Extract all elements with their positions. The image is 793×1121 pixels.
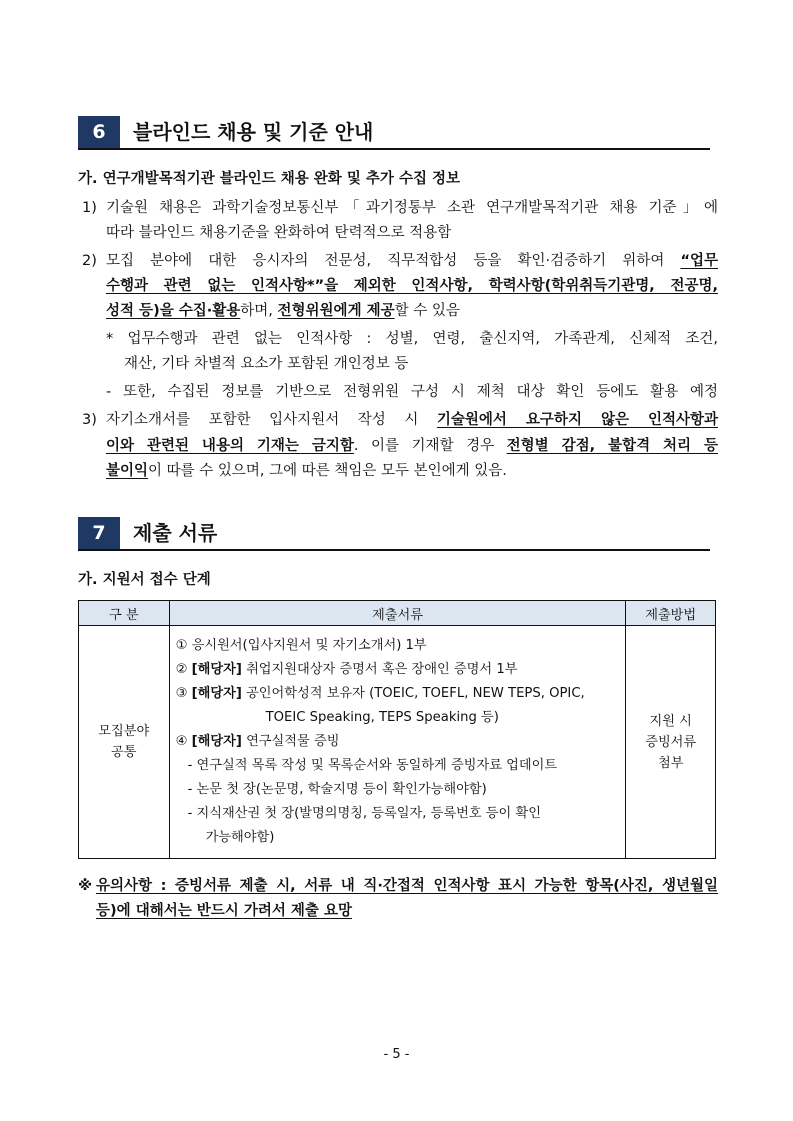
emphasis-text: 전형별 감점, 불합격 처리 등: [506, 438, 718, 454]
text-span: ④: [175, 734, 192, 749]
emphasis-text: 등)에 대해서는 반드시 가려서 제출 요망: [96, 903, 352, 919]
caution-mark: ※: [78, 878, 93, 894]
table-header-row: [79, 601, 716, 626]
footnote-text: * 업무수행과 관련 없는 인적사항 : 성별, 연령, 출신지역, 가족관계, 신체적 조건,: [106, 331, 718, 347]
emphasis-text: “업무: [680, 253, 718, 269]
table-row: [79, 626, 716, 859]
text-span: 연구실적물 증빙: [241, 734, 340, 749]
text-span: 하며,: [240, 303, 278, 319]
documents-table: [78, 600, 716, 859]
section-number: 6: [78, 116, 120, 148]
tag-text: [해당자]: [191, 662, 242, 677]
caution-text: [96, 901, 352, 921]
document-subitem: - 연구실적 목록 작성 및 목록순서와 동일하게 증빙자료 업데이트: [187, 758, 558, 773]
header-category: 구 분: [79, 601, 170, 626]
page-number: - 5 -: [383, 1047, 410, 1062]
category-text: 모집분야: [98, 724, 150, 739]
section-7-header: [78, 517, 710, 551]
document-subitem-cont: 가능해야함): [205, 830, 275, 845]
subsection-title: 가. 지원서 접수 단계: [78, 572, 211, 588]
item-text: 따라 블라인드 채용기준을 완화하여 탄력적으로 적용함: [106, 225, 452, 241]
footnote-text: 재산, 기타 차별적 요소가 포함된 개인정보 등: [124, 356, 409, 372]
item-text: [106, 276, 718, 296]
method-text: 첨부: [657, 755, 684, 771]
emphasis-text: 성적 등)을 수집·활용: [106, 303, 241, 319]
text-span: ②: [175, 662, 192, 677]
text-span: 이 따를 수 있으며, 그에 따른 책임은 모두 본인에게 있음.: [148, 463, 507, 479]
item-text: [106, 301, 460, 321]
item-number: 1): [82, 200, 97, 216]
item-number: 3): [82, 412, 97, 428]
text-span: 할 수 있음: [394, 303, 460, 319]
method-text: 지원 시: [649, 713, 692, 729]
text-span: 자기소개서를 포함한 입사지원서 작성 시: [106, 412, 437, 428]
method-cell: [626, 626, 716, 859]
item-text: [106, 251, 718, 271]
item-text: [106, 461, 507, 481]
emphasis-text: 불이익: [106, 463, 149, 479]
document-subitem: - 지식재산권 첫 장(발명의명칭, 등록일자, 등록번호 등이 확인: [187, 806, 541, 821]
item-text: [106, 410, 718, 430]
section-6-header: [78, 116, 710, 150]
section-title: 블라인드 채용 및 기준 안내: [133, 120, 374, 144]
item-text: 기술원 채용은 과학기술정보통신부「과기정통부 소관 연구개발목적기관 채용 기준」에: [106, 200, 718, 216]
tag-text: [해당자]: [191, 734, 242, 749]
emphasis-text: 전형위원에게 제공: [277, 303, 395, 319]
header-documents: 제출서류: [169, 601, 626, 626]
emphasis-text: 수행과 관련 없는 인적사항*”을 제외한 인적사항, 학력사항(학위취득기관명, 전공명,: [106, 278, 718, 294]
text-span: . 이를 기재할 경우: [353, 438, 507, 454]
category-text: 공통: [111, 745, 137, 760]
document-item-cont: TOEIC Speaking, TEPS Speaking 등): [265, 710, 499, 725]
item-number: 2): [82, 253, 97, 269]
document-subitem: - 논문 첫 장(논문명, 학술지명 등이 확인가능해야함): [187, 782, 487, 797]
text-span: 취업지원대상자 증명서 혹은 장애인 증명서 1부: [241, 662, 518, 677]
header-method: 제출방법: [626, 601, 716, 626]
method-text: 증빙서류: [645, 734, 697, 750]
text-span: 모집 분야에 대한 응시자의 전문성, 직무적합성 등을 확인·검증하기 위하여: [106, 253, 681, 269]
tag-text: [해당자]: [191, 686, 242, 701]
category-cell: [79, 626, 170, 859]
caution-text: [96, 876, 718, 896]
item-text: [106, 436, 718, 456]
subsection-title: 가. 연구개발목적기관 블라인드 채용 완화 및 추가 수집 정보: [78, 171, 461, 187]
document-item: [176, 658, 618, 682]
section-title: 제출 서류: [133, 521, 218, 545]
text-span: ③: [175, 686, 192, 701]
emphasis-text: 이와 관련된 내용의 기재는 금지함: [106, 438, 354, 454]
document-item: ① 응시원서(입사지원서 및 자기소개서) 1부: [175, 638, 427, 653]
dash-note: - 또한, 수집된 정보를 기반으로 전형위원 구성 시 제척 대상 확인 등에도 활용 예정: [106, 384, 718, 400]
emphasis-text: 유의사항 : 증빙서류 제출 시, 서류 내 직·간접적 인적사항 표시 가능한 항목(사진, 생년월일: [96, 878, 718, 894]
section-number: 7: [78, 517, 120, 549]
document-item: [176, 682, 618, 706]
documents-cell: [169, 626, 626, 859]
document-item: [176, 730, 618, 754]
emphasis-text: 기술원에서 요구하지 않은 인적사항과: [436, 412, 718, 428]
text-span: 공인어학성적 보유자 (TOEIC, TOEFL, NEW TEPS, OPIC,: [241, 686, 585, 701]
